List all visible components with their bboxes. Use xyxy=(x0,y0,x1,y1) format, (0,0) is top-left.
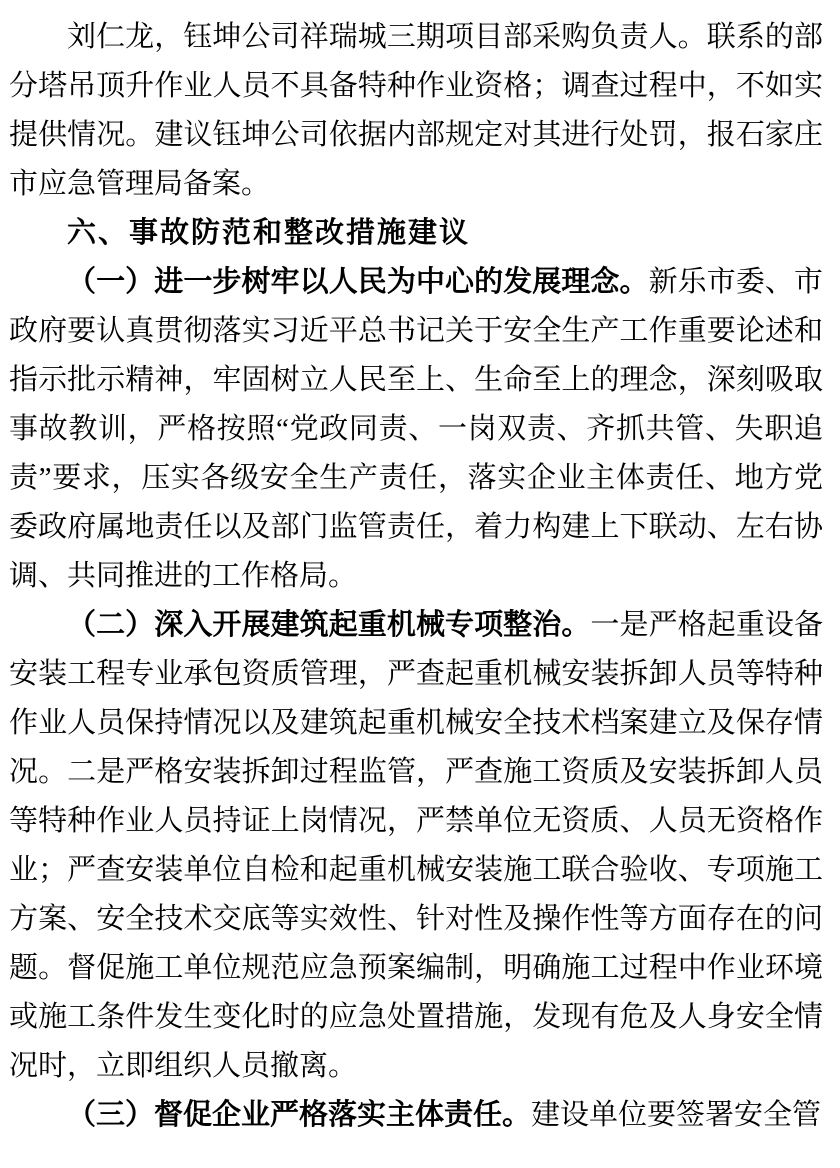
paragraph-lead-text: （三）督促企业严格落实主体责任。 xyxy=(67,1099,532,1131)
paragraph-lead-text: （一）进一步树牢以人民为中心的发展理念。 xyxy=(67,266,649,298)
paragraph-text: 刘仁龙，钰坤公司祥瑞城三期项目部采购负责人。联系的部分塔吊顶升作业人员不具备特种作业资格；调查过程中，不如实提供情况。建议钰坤公司依据内部规定对其进行处罚，报石家庄市应急管理局备案。 xyxy=(9,21,823,200)
document-body xyxy=(9,13,823,1140)
paragraph xyxy=(9,13,823,209)
paragraph-text: 建设单位要签署安全管 xyxy=(531,1099,822,1131)
section-heading xyxy=(9,209,823,258)
paragraph xyxy=(9,258,823,601)
paragraph-text: 一是严格起重设备安装工程专业承包资质管理，严查起重机械安装拆卸人员等特种作业人员保持情况以及建筑起重机械安全技术档案建立及保存情况。二是严格安装拆卸过程监管，严查施工资质及安装拆卸人员等特种作业人员持证上岗情况，严禁单位无资质、人员无资格作业；严查安装单位自检和起重机械安装施工联合验收、专项施工方案、安全技术交底等实效性、针对性及操作性等方面存在的问题。督促施工单位规范应急预案编制，明确施工过程中作业环境或施工条件发生变化时的应急处置措施，发现有危及人身安全情况时，立即组织人员撤离。 xyxy=(9,609,823,1082)
paragraph-lead-text: （二）深入开展建筑起重机械专项整治。 xyxy=(67,609,591,641)
paragraph xyxy=(9,601,823,1091)
paragraph-text: 新乐市委、市政府要认真贯彻落实习近平总书记关于安全生产工作重要论述和指示批示精神，牢固树立人民至上、生命至上的理念，深刻吸取事故教训，严格按照“党政同责、一岗双责、齐抓共管、失职追责”要求，压实各级安全生产责任，落实企业主体责任、地方党委政府属地责任以及部门监管责任，着力构建上下联动、左右协调、共同推进的工作格局。 xyxy=(9,266,823,592)
paragraph xyxy=(9,1091,823,1140)
paragraph-lead-text: 六、事故防范和整改措施建议 xyxy=(67,217,471,249)
